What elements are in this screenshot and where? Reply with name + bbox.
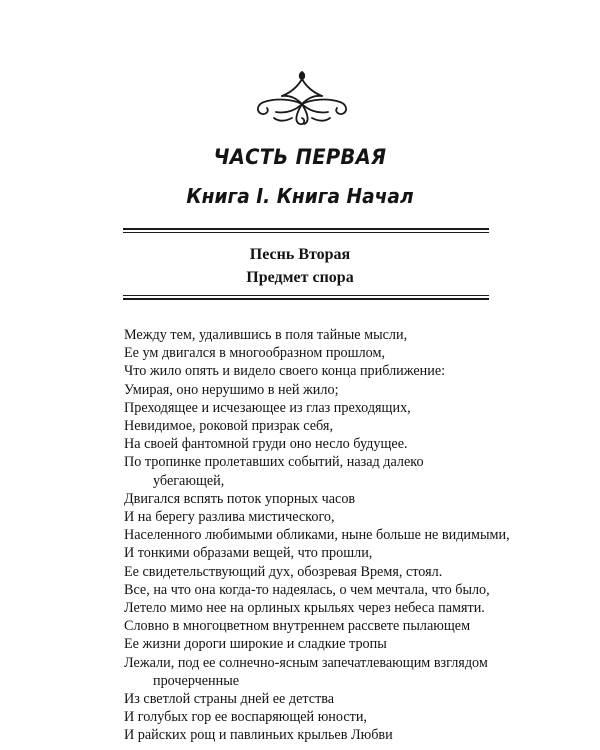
- poem-line-continuation: убегающей,: [153, 472, 225, 489]
- poem-line: Преходящее и исчезающее из глаз преходящих,: [124, 399, 411, 416]
- song-subtitle: Предмет спора: [246, 269, 354, 286]
- bottom-divider: [123, 295, 489, 300]
- poem-line: И райских рощ и павлиньих крыльев Любви: [124, 727, 393, 744]
- poem-line: Все, на что она когда-то надеялась, о чем мечтала, что было,: [124, 581, 490, 598]
- poem-line: Ее ум двигался в многообразном прошлом,: [124, 345, 385, 362]
- part-title: ЧАСТЬ ПЕРВАЯ: [213, 145, 387, 169]
- poem-line: Населенного любимыми обликами, ныне больше не видимыми,: [124, 527, 510, 544]
- poem-line: Ее жизни дороги широкие и сладкие тропы: [124, 636, 387, 653]
- song-title: Песнь Вторая: [249, 246, 351, 263]
- poem-line: Ее свидетельствующий дух, обозревая Время, стоял.: [124, 563, 443, 580]
- poem-line-continuation: прочерченные: [153, 672, 240, 689]
- poem-text: [124, 326, 510, 745]
- poem-line: По тропинке пролетавших событий, назад далеко: [124, 454, 424, 471]
- poem-line: И голубых гор ее воспаряющей юности,: [124, 709, 367, 726]
- poem-line: На своей фантомной груди оно несло будущее.: [124, 436, 408, 453]
- book-title: Книга I. Книга Начал: [186, 184, 414, 208]
- poem-line: И на берегу разлива мистического,: [124, 509, 335, 526]
- decorative-flourish-icon: [252, 68, 352, 128]
- poem-line: Из светлой страны дней ее детства: [124, 691, 335, 708]
- poem-line: Умирая, оно нерушимо в ней жило;: [124, 381, 339, 398]
- poem-line: Летело мимо нее на орлиных крыльях через небеса памяти.: [124, 600, 485, 617]
- poem-line: Невидимое, роковой призрак себя,: [124, 418, 333, 435]
- poem-line: Словно в многоцветном внутреннем рассвете пылающем: [124, 618, 471, 635]
- poem-line: Двигался вспять поток упорных часов: [124, 490, 356, 507]
- poem-line: Что жило опять и видело своего конца приближение:: [124, 363, 446, 380]
- top-divider: [123, 228, 489, 233]
- poem-line: Лежали, под ее солнечно-ясным запечатлевающим взглядом: [124, 654, 488, 671]
- poem-line: И тонкими образами вещей, что прошли,: [124, 545, 373, 562]
- poem-line: Между тем, удалившись в поля тайные мысли,: [124, 327, 408, 343]
